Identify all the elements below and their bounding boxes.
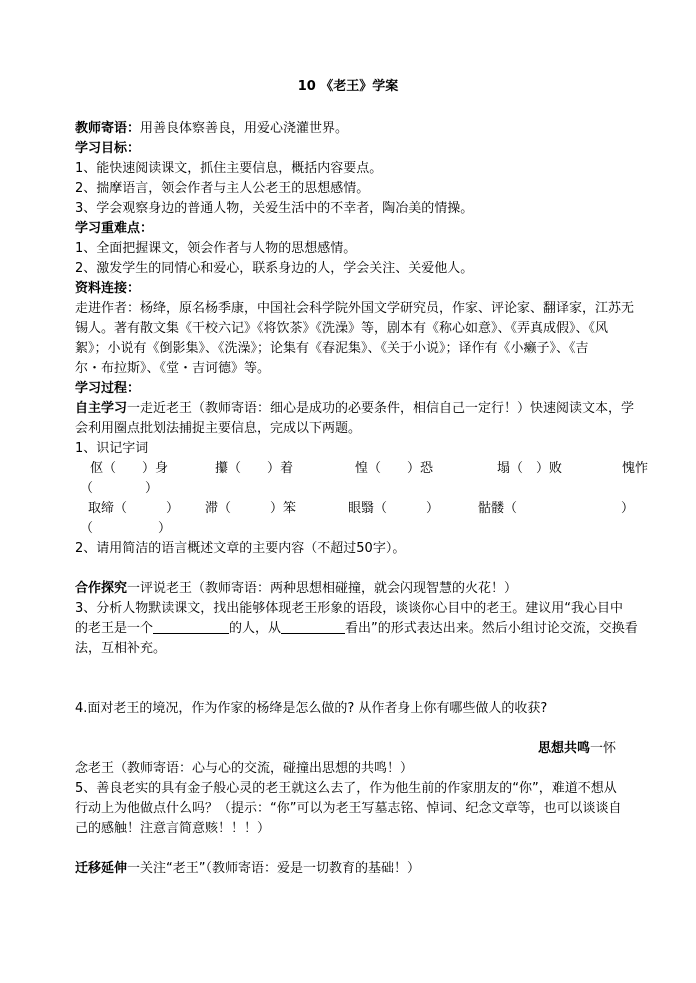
- coop-text: 一评说老王（教师寄语：两种思想相碰撞，就会闪现智慧的火花！）: [127, 581, 518, 596]
- keypoints-heading: 学习重难点：: [75, 221, 154, 236]
- keypoint-item: 1、全面把握课文，领会作者与人物的思想感情。: [75, 241, 357, 256]
- question-5-line: 己的感触！注意言简意赅！！！）: [75, 821, 271, 836]
- info-line: 走进作者：杨绛，原名杨季康，中国社会科学院外国文学研究员，作家、评论家、翻译家，江苏无: [75, 301, 635, 316]
- fill-blank[interactable]: [153, 619, 229, 634]
- fill-blank[interactable]: [281, 619, 345, 634]
- goal-item: 1、能快速阅读课文，抓住主要信息，概括内容要点。: [75, 161, 383, 176]
- char-item: 取缔（ ）: [88, 501, 180, 516]
- teacher-motto: [75, 119, 348, 139]
- info-line: 锡人。著有散文集《干校六记》《将饮茶》《洗澡》等，剧本有《称心如意》、《弄真成假》、《风: [75, 321, 609, 336]
- question-3: 3、分析人物默读课文，找出能够体现老王形象的语段，谈谈你心目中的老王。建议用“我心目中: [75, 601, 624, 616]
- answer-paren: （ ）: [80, 481, 159, 496]
- think-suffix: 一怀: [590, 741, 617, 756]
- question-4: 4.面对老王的境况，作为作家的杨绛是怎么做的? 从作者身上你有哪些做人的收获?: [75, 701, 548, 716]
- char-item: 塌（ ）败: [497, 461, 563, 476]
- think-label: 思想共鸣: [538, 741, 591, 756]
- char-item: 愧怍: [622, 461, 649, 476]
- char-item: 眼翳（ ）: [348, 501, 440, 516]
- extend-line: [75, 859, 420, 879]
- char-item: 滞（ ）笨: [205, 501, 297, 516]
- char-item: 惶（ ）恐: [355, 461, 434, 476]
- keypoint-item: 2、激发学生的同情心和爱心，联系身边的人，学会关注、关爱他人。: [75, 261, 474, 276]
- char-item: 骷髅（ ）: [478, 501, 635, 516]
- question-1: 1、识记字词: [75, 441, 149, 456]
- question-3-line-3: 法，互相补充。: [75, 641, 167, 656]
- process-heading: 学习过程：: [75, 381, 141, 396]
- q3-text-b: 的人，从: [229, 621, 282, 636]
- coop-line: [75, 579, 517, 599]
- goals-heading: 学习目标：: [75, 141, 141, 156]
- question-2: 2、请用简洁的语言概述文章的主要内容（不超过50字）。: [75, 541, 406, 556]
- question-5: 5、善良老实的具有金子般心灵的老王就这么去了，作为他生前的作家朋友的“你”，难道不想从: [75, 781, 617, 796]
- question-3-line-2: [75, 619, 638, 639]
- q3-text-a: 的老王是一个: [75, 621, 154, 636]
- think-line: 念老王（教师寄语：心与心的交流，碰撞出思想的共鸣！）: [75, 761, 414, 776]
- info-line: 絮》；小说有《倒影集》、《洗澡》；论集有《春泥集》、《关于小说》；译作有《小癞子》、《吉: [75, 341, 589, 356]
- char-item: 伛（ ）身: [90, 461, 169, 476]
- question-5-line: 行动上为他做点什么吗？（提示：“你”可以为老王写墓志铭、悼词、纪念文章等，也可以谈谈自: [75, 801, 622, 816]
- selfstudy-text: 一走近老王（教师寄语：细心是成功的必要条件，相信自己一定行！）快速阅读文本，学: [127, 401, 635, 416]
- selfstudy-label: 自主学习: [75, 401, 128, 416]
- motto-label: 教师寄语：: [75, 121, 141, 136]
- selfstudy-line: [75, 399, 634, 419]
- goal-item: 3、学会观察身边的普通人物，关爱生活中的不幸者，陶冶美的情操。: [75, 201, 474, 216]
- q3-text-c: 看出”的形式表达出来。然后小组讨论交流，交换看: [345, 621, 638, 636]
- page-title: 10 《老王》学案: [297, 79, 399, 94]
- think-heading: [538, 739, 616, 759]
- info-heading: 资料连接：: [75, 281, 141, 296]
- coop-label: 合作探究: [75, 581, 128, 596]
- extend-text: 一关注“老王”（教师寄语：爱是一切教育的基础！）: [127, 861, 420, 876]
- extend-label: 迁移延伸: [75, 861, 128, 876]
- char-item: 攥（ ）着: [215, 461, 294, 476]
- goal-item: 2、揣摩语言，领会作者与主人公老王的思想感情。: [75, 181, 370, 196]
- selfstudy-line-2: 会利用圈点批划法捕捉主要信息，完成以下两题。: [75, 421, 362, 436]
- answer-paren: （ ）: [80, 521, 172, 536]
- motto-text: 用善良体察善良，用爱心浇灌世界。: [140, 121, 349, 136]
- info-line: 尔・布拉斯》、《堂・吉诃德》等。: [75, 361, 271, 376]
